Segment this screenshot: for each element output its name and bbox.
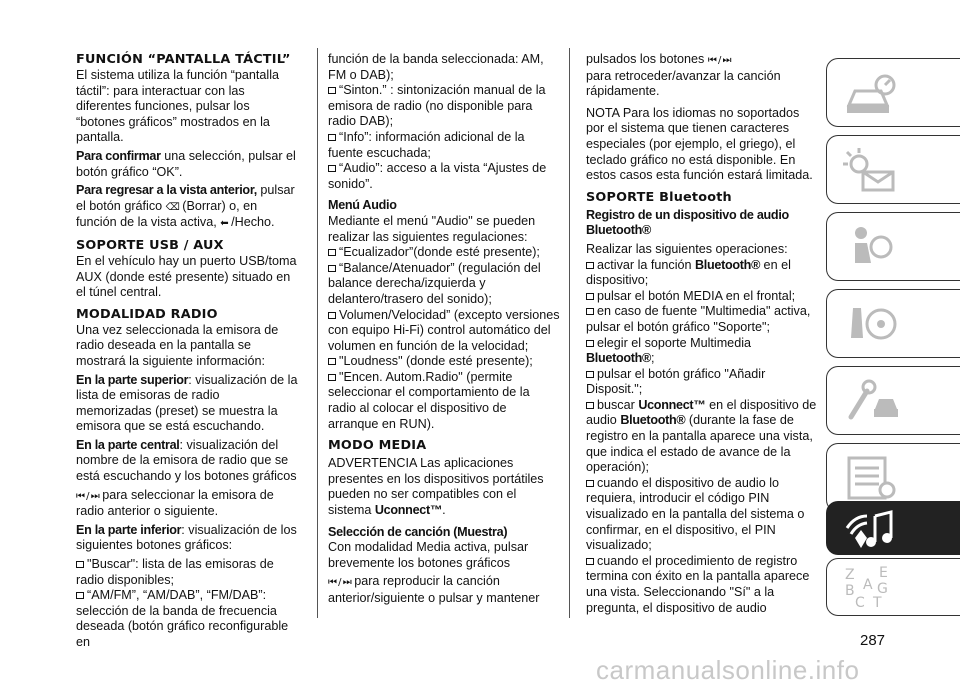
- list-item: [328, 261, 560, 308]
- list-item-text: "Encen. Autom.Radio" (permite seleccionar el comportamiento de la radio al colocar el dispositivo de arranque en RUN).: [328, 369, 530, 431]
- bullet-icon: [328, 374, 336, 381]
- list-item-text: ;: [651, 351, 655, 366]
- tab-lights[interactable]: [826, 135, 960, 204]
- steering-warning-icon: [841, 300, 901, 350]
- list-item-text: “Balance/Atenuador” (regulación del balance derecha/izquierda y delantero/trasero del sonido);: [328, 260, 541, 306]
- list-item-text: “Ecualizador”(donde esté presente);: [339, 245, 540, 260]
- delete-icon: ⌫: [165, 201, 179, 213]
- bullet-icon: [76, 592, 84, 599]
- paragraph-touch-intro: El sistema utiliza la función “pantalla táctil”: para interactuar con las diferentes funciones, pulsar los “botones gráficos” mostrados en la pantalla.: [76, 68, 280, 145]
- text-warning: ADVERTENCIA Las aplicaciones presentes en los dispositivos portátiles pueden no ser compatibles con el sistema: [328, 456, 544, 518]
- list-item-text: pulsar el botón MEDIA en el frontal;: [597, 288, 796, 303]
- text-confirm: una selección, pulsar el botón gráfico “OK”.: [76, 148, 296, 179]
- column-divider: [317, 48, 318, 618]
- list-item-text: buscar: [597, 397, 639, 412]
- list-item: [76, 588, 298, 650]
- paragraph-bottom: [76, 523, 298, 554]
- bullet-icon: [586, 293, 594, 300]
- text-center: : visualización del nombre de la emisora de radio que se está escuchando y los botones gráficos: [76, 437, 297, 484]
- heading-radio: MODALIDAD RADIO: [76, 306, 218, 322]
- bold-uconnect: Uconnect™: [638, 397, 706, 412]
- list-item-text: "Loudness" (donde esté presente);: [339, 354, 533, 369]
- svg-text:Z: Z: [845, 567, 855, 583]
- column-3: [586, 52, 818, 616]
- list-item-text: “Info”: información adicional de la fuente escuchada;: [328, 129, 525, 160]
- text-back-a: pulsar el botón gráfico: [76, 183, 295, 213]
- bullet-icon: [76, 561, 84, 568]
- bold-center: En la parte central: [76, 437, 180, 452]
- list-item-text: pulsar el botón gráfico "Añadir Disposit.";: [586, 366, 766, 397]
- bullet-icon: [586, 371, 594, 378]
- paragraph-note: NOTA Para los idiomas no soportados por el sistema que tienen caracteres especiales (por ejemplo, el griego), el teclado gráfico no está disponible. En estos casos esta función estará limitada.: [586, 105, 813, 183]
- list-item: [586, 304, 818, 335]
- heading-usb: SOPORTE USB / AUX: [76, 237, 224, 253]
- svg-text:C: C: [855, 595, 865, 611]
- list-item: [76, 557, 298, 588]
- tab-dashboard[interactable]: [826, 58, 960, 127]
- bullet-icon: [586, 402, 594, 409]
- text-back-b: (Borrar) o, en función de la vista activa,: [76, 198, 258, 230]
- list-item-text: elegir el soporte Multimedia: [597, 335, 751, 350]
- text-track-select-2: para reproducir la canción anterior/siguiente o pulsar y mantener: [328, 574, 540, 605]
- bold-back: Para regresar a la vista anterior,: [76, 183, 257, 198]
- list-item: [328, 245, 560, 261]
- bullet-icon: [586, 340, 594, 347]
- back-arrow-icon: ⬅: [220, 218, 228, 230]
- airbag-person-icon: [841, 223, 901, 273]
- paragraph-top: [76, 373, 298, 435]
- paragraph-rewind: para retroceder/avanzar la canción rápidamente.: [586, 68, 781, 99]
- bullet-icon: [586, 262, 594, 269]
- paragraph-continued: [586, 52, 818, 69]
- list-item-text: (durante la fase de registro en la pantalla aparece una vista, que indica el estado de avance de la operación);: [586, 413, 813, 475]
- list-item-text: cuando el procedimiento de registro termina con éxito en la pantalla aparece una vista. Seleccionando "Sí" a la pregunta, el dispositivo de audio: [586, 553, 810, 615]
- list-item: [586, 336, 818, 367]
- text-top: : visualización de la lista de emisoras de radio memorizadas (preset) se muestra la emisora que se está escuchando.: [76, 372, 298, 434]
- bullet-icon: [328, 265, 336, 272]
- list-item-text: activar la función: [597, 257, 696, 272]
- paragraph-back: [76, 183, 298, 232]
- page-number: 287: [860, 632, 886, 649]
- prev-next-icon: ⏮ / ⏭: [328, 577, 351, 589]
- list-item: [328, 161, 560, 192]
- tab-multimedia[interactable]: [826, 501, 960, 555]
- paragraph-usb: En el vehículo hay un puerto USB/toma AUX (donde esté presente) situado en el túnel central.: [76, 253, 297, 300]
- svg-text:E: E: [879, 565, 888, 581]
- bullet-icon: [328, 165, 336, 172]
- text-center-2: para seleccionar la emisora de radio anterior o siguiente.: [76, 487, 274, 519]
- bullet-icon: [328, 358, 336, 365]
- column-1: [76, 52, 298, 651]
- list-item-text: “Sinton.” : sintonización manual de la emisora de radio (no disponible para radio DAB);: [328, 83, 546, 129]
- light-mail-icon: [841, 146, 901, 196]
- heading-media: MODO MEDIA: [328, 438, 427, 454]
- text-warning-end: .: [442, 503, 446, 518]
- column-divider: [569, 48, 570, 618]
- paragraph-track-select: Con modalidad Media activa, pulsar brevemente los botones gráficos: [328, 540, 529, 570]
- svg-text:T: T: [873, 595, 882, 611]
- list-item-text: “Audio”: acceso a la vista “Ajustes de sonido”.: [328, 161, 547, 191]
- paragraph-audio-menu: Mediante el menú "Audio" se pueden realizar las siguientes regulaciones:: [328, 213, 536, 244]
- bullet-icon: [328, 87, 336, 94]
- list-item: [586, 367, 818, 398]
- paragraph-continued: función de la banda seleccionada: AM, FM o DAB);: [328, 52, 544, 82]
- tab-starting[interactable]: [826, 289, 960, 358]
- list-item: [586, 476, 818, 554]
- list-item-text: cuando el dispositivo de audio lo requiera, introducir el código PIN visualizado en la pantalla del sistema o confirmar, en el dispositivo, el PIN visualizado;: [586, 475, 805, 553]
- bold-uconnect: Uconnect™: [374, 503, 443, 518]
- tab-index[interactable]: [826, 558, 960, 616]
- paragraph-center: [76, 438, 298, 485]
- bullet-icon: [586, 308, 594, 315]
- svg-text:A: A: [863, 577, 873, 593]
- tab-maintenance[interactable]: [826, 366, 960, 435]
- list-item: [328, 83, 560, 130]
- text-bottom: : visualización de los siguientes botones gráficos:: [76, 522, 297, 553]
- subheading-audio-menu: Menú Audio: [328, 198, 397, 213]
- bullet-icon: [586, 558, 594, 565]
- heading-bluetooth: SOPORTE Bluetooth: [586, 189, 732, 205]
- car-dashboard-icon: [841, 69, 901, 119]
- bold-confirm: Para confirmar: [76, 148, 161, 163]
- bullet-icon: [328, 312, 336, 319]
- tab-safety[interactable]: [826, 212, 960, 281]
- list-item: [586, 258, 818, 289]
- list-item-text: en caso de fuente "Multimedia" activa, pulsar el botón gráfico "Soporte";: [586, 304, 811, 334]
- list-item-text: Volumen/Velocidad” (excepto versiones con equipo Hi-Fi) control automático del volumen en función de la velocidad;: [328, 307, 560, 353]
- list-item: [328, 354, 560, 370]
- paragraph-operations: Realizar las siguientes operaciones:: [586, 241, 788, 256]
- bold-bluetooth: Bluetooth®: [586, 351, 652, 366]
- paragraph-center-2: [76, 488, 298, 520]
- wrench-car-icon: [841, 377, 901, 427]
- watermark: carmanualsonline.info: [596, 655, 860, 685]
- bold-top: En la parte superior: [76, 372, 189, 387]
- bullet-icon: [328, 249, 336, 256]
- specs-sheet-icon: [841, 454, 901, 504]
- prev-next-icon: ⏮ / ⏭: [76, 490, 99, 502]
- bold-bluetooth: Bluetooth®: [695, 257, 761, 272]
- svg-text:G: G: [877, 581, 888, 597]
- text-continued: pulsados los botones: [586, 52, 708, 66]
- list-item: [328, 308, 560, 355]
- list-item: [586, 554, 818, 616]
- list-item-text: en el dispositivo;: [586, 257, 791, 288]
- column-2: [328, 52, 560, 607]
- prev-next-icon: ⏮ / ⏭: [707, 55, 731, 66]
- list-item: [586, 398, 818, 476]
- bullet-icon: [328, 134, 336, 141]
- subheading-track-select: Selección de canción (Muestra): [328, 524, 508, 539]
- bold-bottom: En la parte inferior: [76, 522, 182, 537]
- paragraph-radio: Una vez seleccionada la emisora de radio deseada en la pantalla se mostrará la siguiente información:: [76, 322, 279, 368]
- bold-bluetooth: Bluetooth®: [620, 413, 686, 428]
- multimedia-music-icon: [841, 508, 901, 552]
- text-back-c: /Hecho.: [227, 215, 275, 230]
- list-item-text: “AM/FM”, “AM/DAB”, “FM/DAB”: selección de la banda de frecuencia deseada (botón gráfico reconfigurable en: [76, 588, 289, 649]
- list-item: [328, 130, 560, 161]
- heading-touch-screen: FUNCIÓN “PANTALLA TÁCTIL”: [76, 52, 291, 67]
- list-item: [586, 289, 818, 305]
- paragraph-confirm: [76, 149, 298, 180]
- paragraph-warning: [328, 456, 560, 518]
- alphabet-index-icon: [841, 563, 901, 611]
- paragraph-track-select-2: [328, 574, 560, 606]
- svg-text:B: B: [845, 583, 855, 599]
- list-item-text: en el dispositivo de audio: [586, 397, 817, 428]
- list-item-text: "Buscar": lista de las emisoras de radio disponibles;: [76, 557, 274, 587]
- list-item: [328, 370, 560, 432]
- bullet-icon: [586, 480, 594, 487]
- subheading-register: Registro de un dispositivo de audio Bluetooth®: [586, 207, 789, 238]
